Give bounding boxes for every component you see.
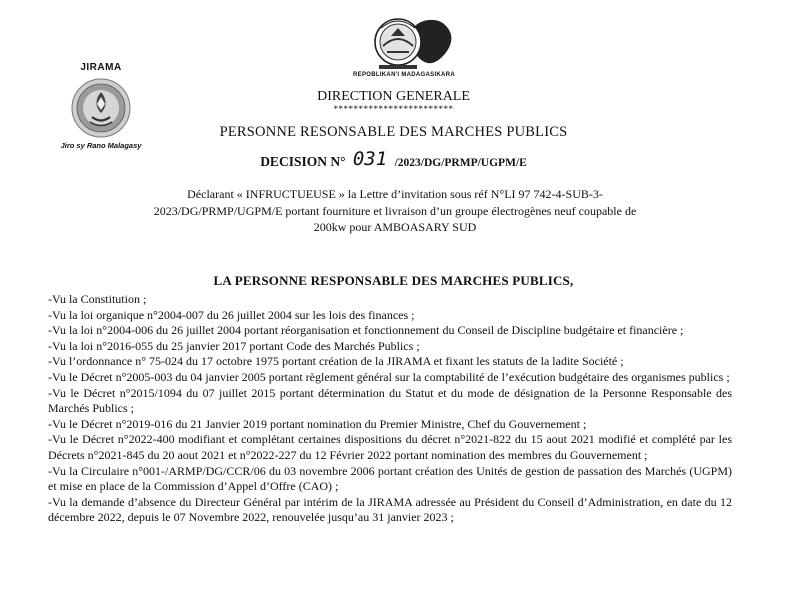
- decision-reference: /2023/DG/PRMP/UGPM/E: [394, 157, 527, 169]
- vu-list: [48, 292, 732, 526]
- vu-item: -Vu l’ordonnance n° 75-024 du 17 octobre 1975 portant création de la JIRAMA et fixant les statuts de la ladite Société ;: [48, 354, 624, 369]
- republic-seal-icon: [349, 6, 459, 72]
- vu-item: -Vu la Circulaire n°001-/ARMP/DG/CCR/06 du 03 novembre 2006 portant création des Unités de gestion de passation des Marchés (UGPM) et mise en place de la Commission d’Appel d’Offre (CAO) ;: [48, 463, 732, 494]
- authority-heading: PERSONNE RESONSABLE DES MARCHES PUBLICS: [219, 124, 568, 140]
- republic-motto-placeholder: [318, 78, 490, 83]
- object-line: 200kw pour AMBOASARY SUD: [313, 220, 477, 234]
- jirama-subtitle: Jiro sy Rano Malagasy: [60, 141, 142, 150]
- section-title: LA PERSONNE RESPONSABLE DES MARCHES PUBLICS,: [213, 273, 574, 288]
- decision-label: DECISION N°: [260, 154, 346, 169]
- vu-item: -Vu la demande d’absence du Directeur Général par intérim de la JIRAMA adressée au Président du Conseil d’Administration, en date du 12 décembre 2022, depuis le 07 Novembre 2022, renouvelée jusqu’au 31 janvier 2023 ;: [48, 494, 732, 525]
- vu-item: -Vu la Constitution ;: [48, 292, 147, 306]
- vu-item: -Vu le Décret n°2019-016 du 21 Janvier 2019 portant nomination du Premier Ministre, Chef du Gouvernement ;: [48, 416, 587, 431]
- stars-divider: ************************: [333, 104, 454, 114]
- jirama-title: JIRAMA: [80, 62, 122, 73]
- object-line: Déclarant « INFRUCTUEUSE » la Lettre d’invitation sous réf N°LI 97 742-4-SUB-3-: [187, 187, 603, 201]
- vu-item: -Vu le Décret n°2015/1094 du 07 juillet 2015 portant détermination du Statut et du mode de désignation de la Personne Responsable des Marchés Publics ;: [48, 385, 732, 416]
- decision-object: [70, 186, 720, 236]
- decision-number: 031: [352, 148, 388, 170]
- republic-name: REPOBLIKAN'I MADAGASIKARA: [353, 72, 455, 78]
- republic-emblem-block: [318, 6, 490, 83]
- vu-item: -Vu la loi n°2016-055 du 25 janvier 2017 portant Code des Marchés Publics ;: [48, 338, 420, 353]
- vu-item: -Vu le Décret n°2005-003 du 04 janvier 2005 portant règlement général sur la comptabilité de l’exécution budgétaire des organismes publics ;: [48, 369, 730, 384]
- vu-item: -Vu la loi organique n°2004-007 du 26 juillet 2004 sur les lois des finances ;: [48, 307, 415, 322]
- vu-item: -Vu le Décret n°2022-400 modifiant et complétant certaines dispositions du décret n°2021-822 du 15 aout 2021 modifié et complété par les Décrets n°2021-845 du 20 aout 2021 et n°2022-227 du 12 Février 2022 portant nomination des membres du Gouvernement ;: [48, 432, 732, 462]
- vu-item: -Vu la loi n°2004-006 du 26 juillet 2004 portant réorganisation et fonctionnement du Conseil de Discipline budgétaire et financière ;: [48, 323, 684, 338]
- object-line: 2023/DG/PRMP/UGPM/E portant fourniture et livraison d’un groupe électrogènes neuf coupable de: [153, 203, 637, 218]
- direction-generale-heading: DIRECTION GENERALE: [317, 89, 470, 104]
- decision-number-line: [0, 148, 787, 170]
